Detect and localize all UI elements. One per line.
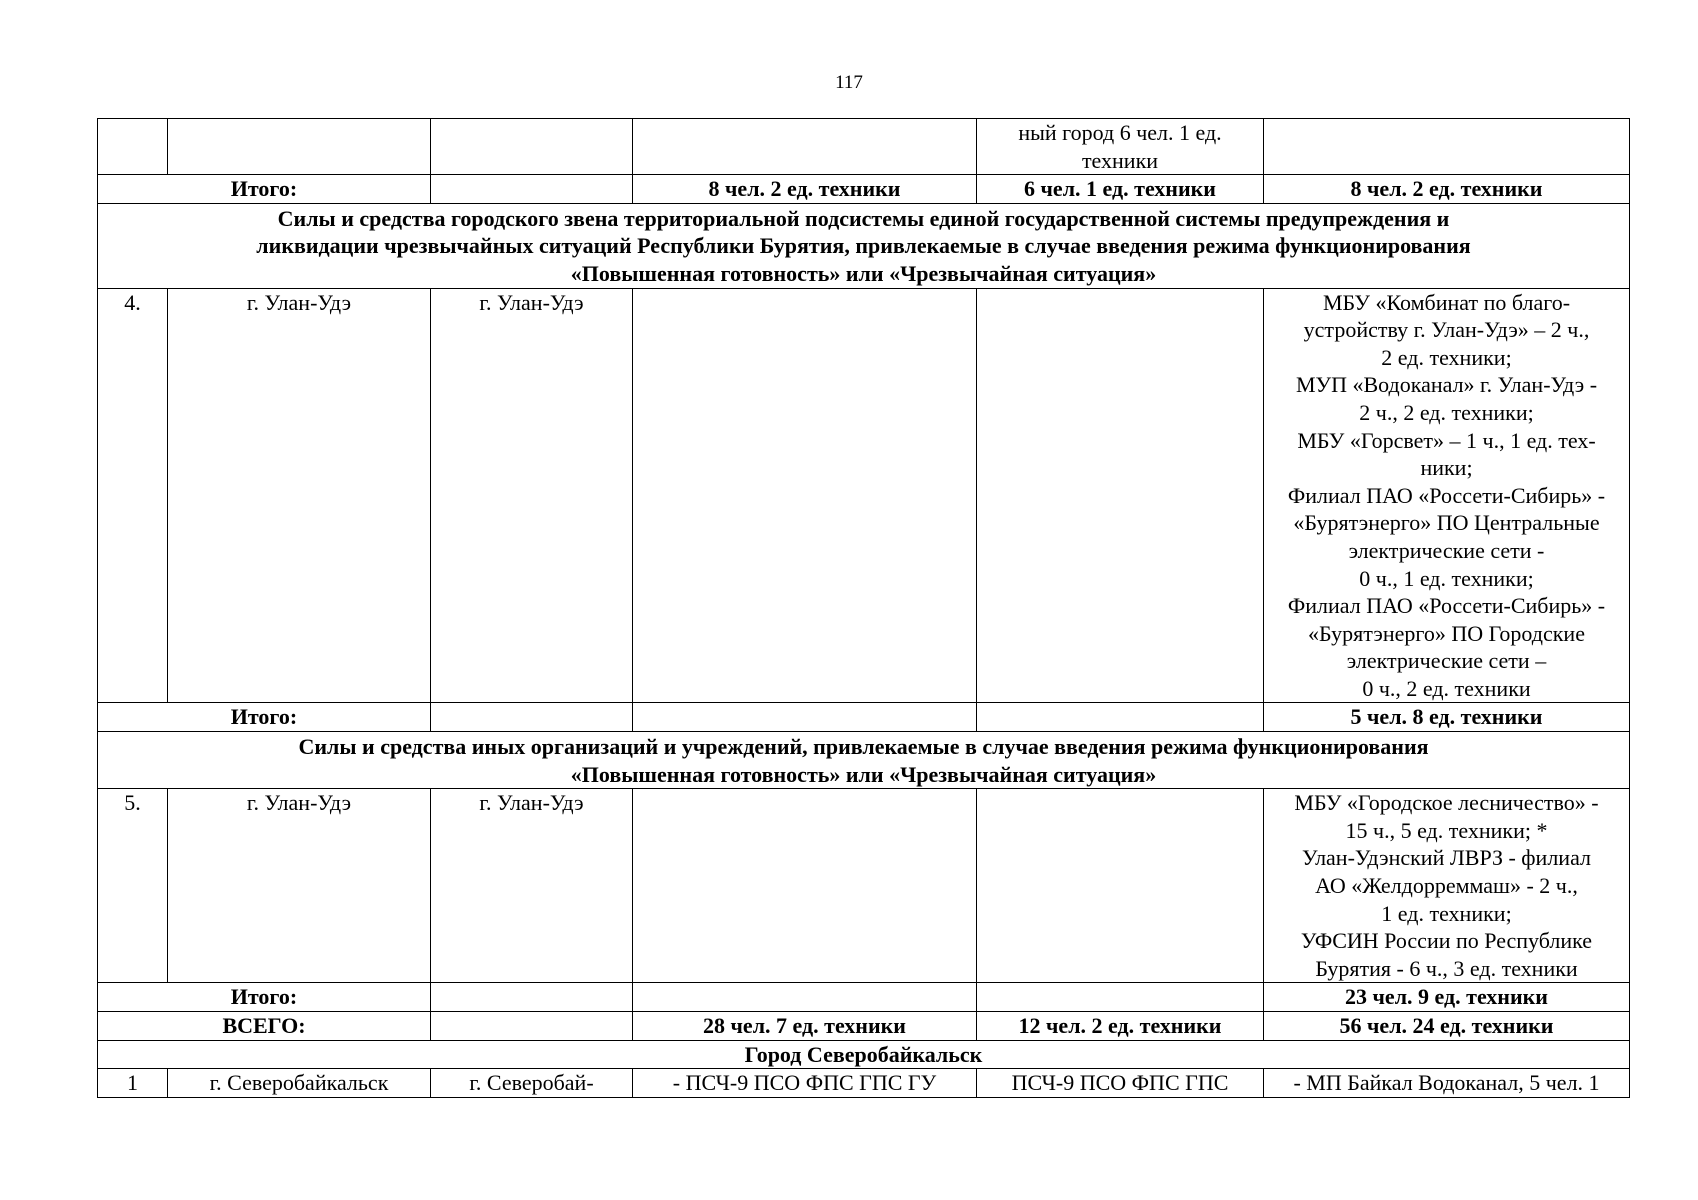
table-row-section-header — [98, 203, 1630, 288]
text-line: 1 ед. техники; — [1381, 900, 1512, 926]
text-line: УФСИН России по Республике — [1300, 928, 1593, 954]
text-line: МБУ «Горсвет» – 1 ч., 1 ед. тех- — [1297, 427, 1596, 453]
table-row-city-header — [98, 1040, 1630, 1069]
cell-locality: г. Улан-Удэ — [168, 288, 431, 703]
total-empty — [431, 1012, 633, 1041]
total-empty — [431, 175, 633, 204]
text-line: «Бурятэнерго» ПО Городские — [1308, 620, 1585, 646]
text-line: «Повышенная готовность» или «Чрезвычайная ситуация» — [570, 761, 1157, 787]
text-line: Филиал ПАО «Россети-Сибирь» - — [1287, 482, 1606, 508]
total-empty — [431, 703, 633, 732]
text-line: Улан-Удэнский ЛВРЗ - филиал — [1301, 845, 1592, 871]
text-line: Силы и средства иных организаций и учреждений, привлекаемые в случае введения режима функционирования — [298, 734, 1429, 760]
text-line: 2 ед. техники; — [1381, 344, 1512, 370]
text-line: 0 ч., 1 ед. техники; — [1359, 565, 1534, 591]
cell-district — [431, 119, 633, 175]
text-line: Филиал ПАО «Россети-Сибирь» - — [1287, 593, 1606, 619]
text-line: МУП «Водоканал» г. Улан-Удэ - — [1295, 372, 1598, 398]
total-forces-3: 23 чел. 9 ед. техники — [1264, 983, 1630, 1012]
grand-total-forces-3: 56 чел. 24 ед. техники — [1264, 1012, 1630, 1041]
cell-forces-2: ПСЧ-9 ПСО ФПС ГПС — [977, 1069, 1264, 1098]
resources-table — [97, 118, 1630, 1098]
cell-district: г. Северобай- — [431, 1069, 633, 1098]
cell-district: г. Улан-Удэ — [431, 789, 633, 983]
cell-forces-3 — [1264, 288, 1630, 703]
text-line: устройству г. Улан-Удэ» – 2 ч., — [1303, 317, 1590, 343]
text-line: 15 ч., 5 ед. техники; * — [1345, 817, 1548, 843]
table-row — [98, 288, 1630, 703]
text-line: МБУ «Городское лесничество» - — [1294, 790, 1599, 816]
text-line: «Бурятэнерго» ПО Центральные — [1293, 510, 1600, 536]
total-forces-2: 6 чел. 1 ед. техники — [977, 175, 1264, 204]
total-label: Итого: — [98, 703, 431, 732]
page-number: 117 — [835, 72, 863, 93]
total-empty — [977, 703, 1264, 732]
grand-total-label: ВСЕГО: — [98, 1012, 431, 1041]
text-line: ники; — [1420, 455, 1473, 481]
cell-num: 1 — [98, 1069, 168, 1098]
total-empty — [431, 983, 633, 1012]
cell-forces-1 — [633, 119, 977, 175]
cell-forces-3 — [1264, 119, 1630, 175]
text-line: 0 ч., 2 ед. техники — [1362, 675, 1531, 701]
cell-num: 5. — [98, 789, 168, 983]
text-line: «Повышенная готовность» или «Чрезвычайная ситуация» — [570, 260, 1157, 286]
section-header — [98, 203, 1630, 288]
cell-forces-2 — [977, 789, 1264, 983]
text-line: электрические сети – — [1346, 648, 1547, 674]
cell-forces-2 — [977, 119, 1264, 175]
total-forces-1: 8 чел. 2 ед. техники — [633, 175, 977, 204]
text-line: электрические сети - — [1348, 537, 1545, 563]
table-row-section-header — [98, 732, 1630, 789]
total-forces-3: 8 чел. 2 ед. техники — [1264, 175, 1630, 204]
cell-num — [98, 119, 168, 175]
cell-district: г. Улан-Удэ — [431, 288, 633, 703]
total-label: Итого: — [98, 175, 431, 204]
cell-locality: г. Улан-Удэ — [168, 789, 431, 983]
grand-total-forces-1: 28 чел. 7 ед. техники — [633, 1012, 977, 1041]
table-row — [98, 789, 1630, 983]
total-empty — [633, 703, 977, 732]
section-header — [98, 732, 1630, 789]
cell-num: 4. — [98, 288, 168, 703]
city-header: Город Северобайкальск — [98, 1040, 1630, 1069]
text-line: ликвидации чрезвычайных ситуаций Республики Бурятия, привлекаемые в случае введения режима функционирования — [256, 233, 1471, 259]
cell-locality — [168, 119, 431, 175]
cell-locality: г. Северобайкальск — [168, 1069, 431, 1098]
table-row-total — [98, 983, 1630, 1012]
total-empty — [633, 983, 977, 1012]
text-line: АО «Желдорреммаш» - 2 ч., — [1315, 873, 1578, 899]
text-line: ный город 6 чел. 1 ед. — [1018, 120, 1222, 145]
total-empty — [977, 983, 1264, 1012]
text-line: 2 ч., 2 ед. техники; — [1359, 399, 1534, 425]
cell-forces-1: - ПСЧ-9 ПСО ФПС ГПС ГУ — [633, 1069, 977, 1098]
text-line: техники — [1081, 147, 1159, 173]
cell-forces-2 — [977, 288, 1264, 703]
cell-forces-3: - МП Байкал Водоканал, 5 чел. 1 — [1264, 1069, 1630, 1098]
cell-forces-1 — [633, 288, 977, 703]
cell-forces-1 — [633, 789, 977, 983]
text-line: Силы и средства городского звена территориальной подсистемы единой государственной системы предупреждения и — [277, 205, 1450, 231]
total-forces-3: 5 чел. 8 ед. техники — [1264, 703, 1630, 732]
table-row-continuation — [98, 119, 1630, 175]
table-row-total — [98, 703, 1630, 732]
table-row-grand-total — [98, 1012, 1630, 1041]
text-line: Бурятия - 6 ч., 3 ед. техники — [1315, 955, 1578, 981]
grand-total-forces-2: 12 чел. 2 ед. техники — [977, 1012, 1264, 1041]
table-row-total — [98, 175, 1630, 204]
text-line: МБУ «Комбинат по благо- — [1322, 289, 1571, 315]
cell-forces-3 — [1264, 789, 1630, 983]
total-label: Итого: — [98, 983, 431, 1012]
table-row — [98, 1069, 1630, 1098]
